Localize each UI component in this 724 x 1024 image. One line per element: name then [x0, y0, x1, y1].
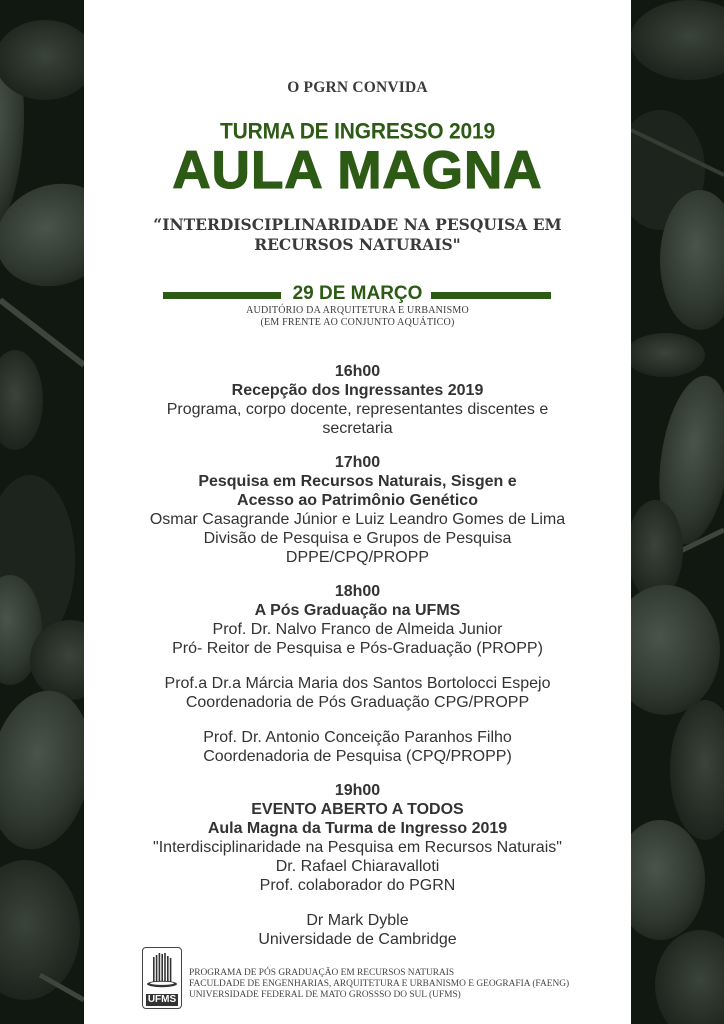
schedule-title: A Pós Graduação na UFMS: [254, 602, 461, 619]
speaker-role: Coordenadoria de Pós Graduação CPG/PROPP: [185, 694, 530, 711]
event-title: AULA MAGNA: [172, 141, 543, 200]
event-date: 29 DE MARÇO: [292, 283, 423, 304]
spacer: [84, 895, 631, 911]
schedule-time: 17h00: [334, 454, 381, 471]
footer-line: PROGRAMA DE PÓS GRADUAÇÃO EM RECURSOS NATURAIS: [189, 968, 455, 978]
speaker-name: Prof.a Dr.a Márcia Maria dos Santos Bortolocci Espejo: [164, 675, 551, 692]
logo-label: UFMS: [147, 994, 177, 1005]
schedule-title: Aula Magna da Turma de Ingresso 2019: [207, 820, 508, 837]
schedule-time: 16h00: [334, 363, 381, 380]
schedule-detail: secretaria: [322, 420, 393, 437]
content-panel: [84, 0, 631, 1024]
schedule-detail: Programa, corpo docente, representantes discentes e: [166, 401, 549, 418]
ufms-logo: [142, 947, 182, 1009]
schedule-item: [84, 453, 631, 567]
speaker-name: Dr Mark Dyble: [306, 912, 409, 929]
spacer: [84, 712, 631, 728]
schedule-title: Recepção dos Ingressantes 2019: [231, 382, 484, 399]
ufms-building-icon: [145, 951, 179, 991]
footer-institution: [189, 968, 569, 1001]
speaker-role: Universidade de Cambridge: [258, 931, 457, 948]
theme-line: RECURSOS NATURAIS": [254, 235, 461, 254]
class-subtitle: TURMA DE INGRESSO 2019: [220, 119, 495, 144]
lecture-theme: [84, 215, 631, 255]
footer-line: UNIVERSIDADE FEDERAL DE MATO GROSSSO DO SUL (UFMS): [189, 990, 461, 1000]
schedule-title: Pesquisa em Recursos Naturais, Sisgen e: [198, 473, 517, 490]
theme-line: “INTERDISCIPLINARIDADE NA PESQUISA EM: [153, 215, 562, 234]
speaker-role: Prof. colaborador do PGRN: [259, 877, 456, 894]
venue-line: AUDITÓRIO DA ARQUITETURA E URBANISMO: [246, 305, 469, 316]
date-bar-right-divider: [431, 292, 551, 299]
schedule-item: [84, 582, 631, 766]
venue: [84, 305, 631, 329]
footer-line: FACULDADE DE ENGENHARIAS, ARQUITETURA E URBANISMO E GEOGRAFIA (FAENG): [189, 979, 570, 989]
speaker-name: Dr. Rafael Chiaravalloti: [275, 858, 440, 875]
speaker-name: Prof. Dr. Antonio Conceição Paranhos Filho: [203, 729, 512, 746]
venue-line: (EM FRENTE AO CONJUNTO AQUÁTICO): [260, 317, 455, 328]
invite-heading: O PGRN CONVIDA: [287, 79, 428, 96]
schedule-title: Acesso ao Patrimônio Genético: [237, 492, 478, 509]
speaker-role: Coordenadoria de Pesquisa (CPQ/PROPP): [203, 748, 512, 765]
schedule: [84, 362, 631, 964]
schedule-item: [84, 781, 631, 949]
schedule-detail: Osmar Casagrande Júnior e Luiz Leandro Gomes de Lima: [149, 511, 566, 528]
spacer: [84, 658, 631, 674]
lecture-title: "Interdisciplinaridade na Pesquisa em Recursos Naturais": [153, 839, 562, 856]
date-banner: [84, 283, 631, 307]
schedule-item: [84, 362, 631, 438]
speaker-name: Prof. Dr. Nalvo Franco de Almeida Junior: [212, 621, 503, 638]
schedule-detail: DPPE/CPQ/PROPP: [285, 549, 430, 566]
schedule-title: EVENTO ABERTO A TODOS: [251, 801, 464, 818]
speaker-role: Pró- Reitor de Pesquisa e Pós-Graduação (PROPP): [172, 640, 543, 657]
footer: [142, 947, 602, 1011]
schedule-time: 19h00: [334, 782, 381, 799]
schedule-time: 18h00: [334, 583, 381, 600]
schedule-detail: Divisão de Pesquisa e Grupos de Pesquisa: [203, 530, 512, 547]
